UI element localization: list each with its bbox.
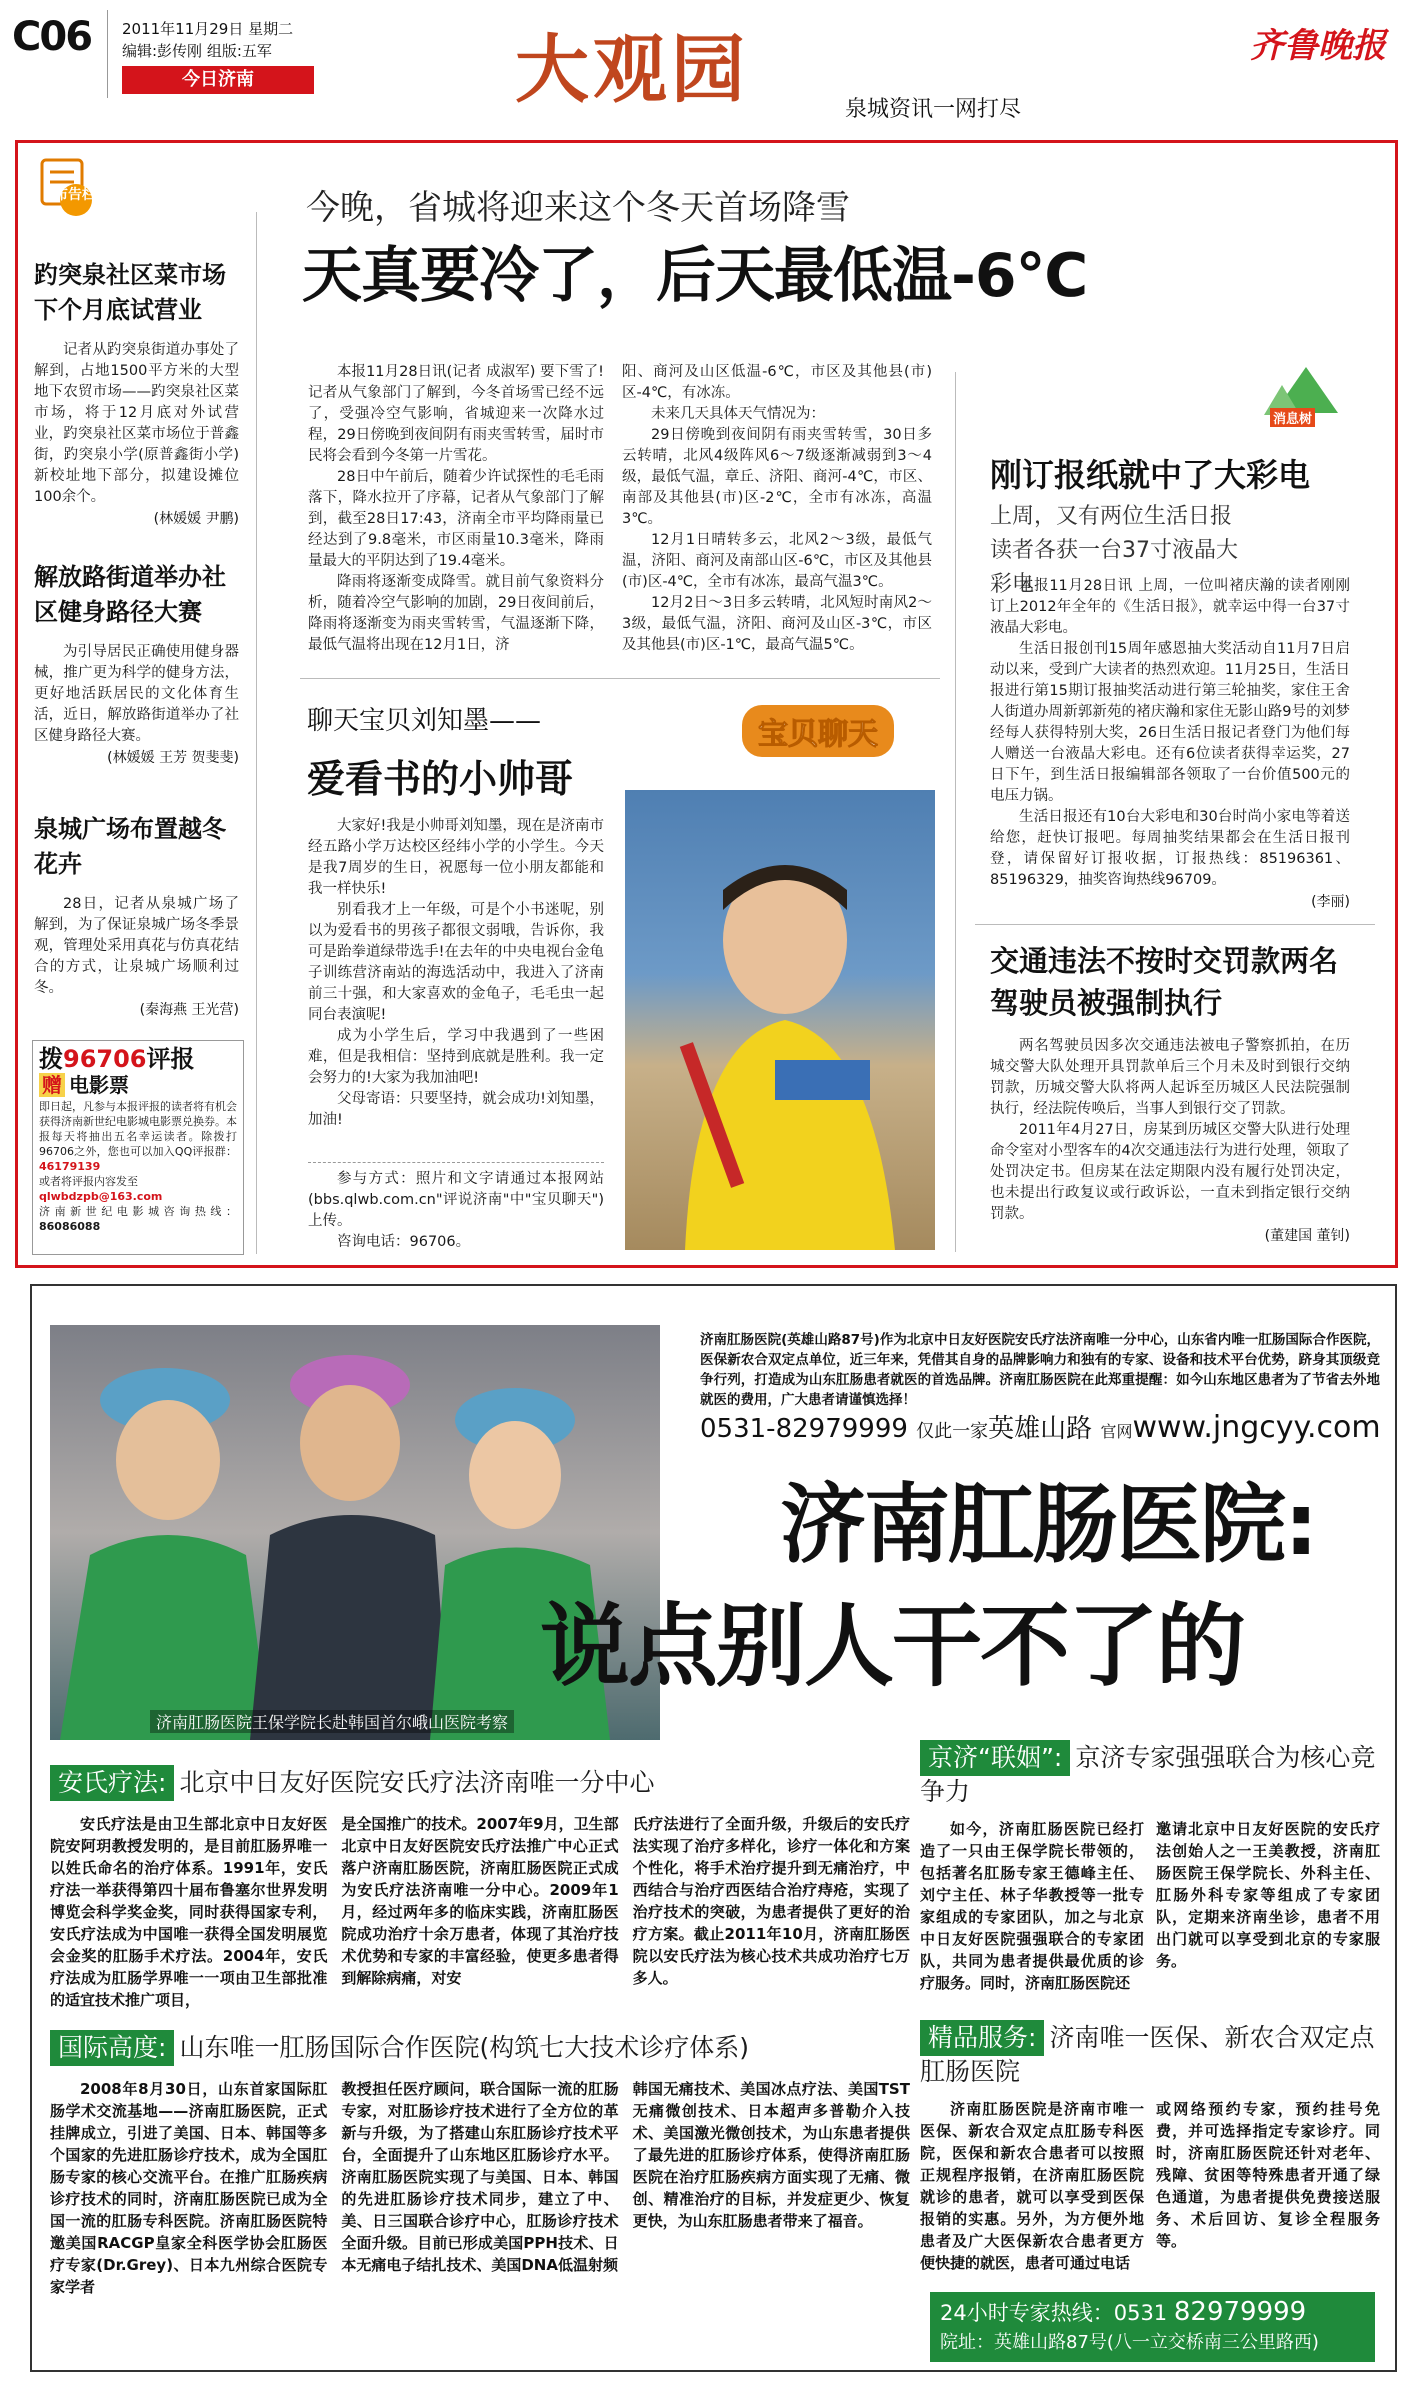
ad-section-service xyxy=(920,2020,1380,2274)
kid-chat-badge: 宝贝聊天 xyxy=(742,705,894,757)
section-column: 韩国无痛技术、美国冰点疗法、美国TST无痛微创技术、日本超声多普勒介入技术、美国激光微创技术，为山东患者提供了最先进的肛肠诊疗体系，使得济南肛肠医院在治疗肛肠疾病方面实现了无痛、微创、精准治疗的目标，并发症更少、恢复更快，为山东肛肠患者带来了福音。 xyxy=(632,2080,910,2230)
section-column: 济南肛肠医院是济南市唯一医保、新农合双定点肛肠专科医院，医保和新农合患者可以按照正规程序报销，在济南肛肠医院就诊的患者，就可以享受到医保报销的实惠。另外，为方便外地患者及广大医保新农合患者更方便快捷的就医，患者可通过电话 xyxy=(920,2100,1144,2272)
ad-intro: 济南肛肠医院(英雄山路87号)作为北京中日友好医院安氏疗法济南唯一分中心，山东省内唯一肛肠国际合作医院，医保新农合双定点单位，近三年来，凭借其自身的品牌影响力和独有的专家、设备和技术平台优势，跻身其顶级竞争行列，打造成为山东肛肠患者就医的首选品牌。济南肛肠医院在此郑重提醒：如今山东地区患者为了节省去外地就医的费用，广大患者请谨慎选择！ xyxy=(700,1332,1380,1408)
column-slogan: 泉城资讯一网打尽 xyxy=(845,97,1022,122)
traffic-credit: (董建国 董钊) xyxy=(1264,1228,1350,1244)
notice-credit: (林媛媛 王芳 贺斐斐) xyxy=(107,750,239,766)
promo-dial: 拨 xyxy=(39,1045,63,1073)
kid-kicker: 聊天宝贝刘知墨—— xyxy=(307,706,542,736)
ad-section-international xyxy=(50,2030,910,2298)
weather-col-1 xyxy=(308,362,604,656)
ad-section-anshi xyxy=(50,1765,910,2011)
promo-body: 即日起，凡参与本报评报的读者将有机会获得济南新世纪电影城电影票兑换券。本报每天将抽出五名幸运读者。除拨打96706之外，您也可以加入QQ评报群： xyxy=(39,1100,237,1158)
weather-para: 12月2日～3日多云转晴，北风短时南风2～3级，最低气温，济阳、商河及山区-3℃，市区及其他县(市)区-1℃，最高气温5℃。 xyxy=(622,595,932,653)
notice-item xyxy=(34,560,239,767)
promo-email[interactable]: qlwbdzpb@163.com xyxy=(39,1190,163,1203)
notice-title: 解放路街道举办社区健身路径大赛 xyxy=(34,563,226,626)
section-tag: 今日济南 xyxy=(122,66,314,94)
section-column: 或网络预约专家，预约挂号免费，并可选择指定专家诊疗。同时，济南肛肠医院还针对老年、残障、贫困等特殊患者开通了绿色通道，为患者提供免费接送服务、术后回访、复诊全程服务等。 xyxy=(1156,2100,1380,2250)
section-label: 安氏疗法: xyxy=(50,1765,174,1801)
ad-site-label: 官网 xyxy=(1100,1422,1133,1441)
traffic-para: 2011年4月27日，房某到历城区交警大队进行处理命令室对小型客车的4次交通违法行为进行处理，领取了处罚决定书。但房某在法定期限内没有履行处罚决定，也未提出行政复议或行政诉讼，一直未到指定银行交纳罚款。 xyxy=(990,1122,1350,1222)
left-column-rule xyxy=(256,212,257,1254)
kid-headline: 爱看书的小帅哥 xyxy=(307,757,574,801)
ad-website[interactable]: www.jngcyy.com xyxy=(1132,1410,1381,1445)
section-column: 邀请北京中日友好医院的安氏疗法创始人之一王美教授，济南肛肠医院王保学院长、外科主任、肛肠外科专家等组成了专家团队，定期来济南坐诊，患者不用出门就可以享受到北京的专家服务。 xyxy=(1156,1820,1380,1970)
lottery-para: 生活日报还有10台大彩电和30台时尚小家电等着送给您，赶快订报吧。每周抽奖结果都会在生活日报刊登，请保留好订报收据，订报热线：85196361、85196329，抽奖咨询热线96709。 xyxy=(990,809,1350,888)
paper-logo: 齐鲁晚报 xyxy=(1250,26,1386,66)
weather-col-2 xyxy=(622,362,932,656)
right-column-rule xyxy=(955,372,956,1252)
kid-para: 成为小学生后，学习中我遇到了一些困难，但是我相信：坚持到底就是胜利。我一定会努力的!大家为我加油吧! xyxy=(308,1028,604,1086)
promo-qq: 46179139 xyxy=(39,1160,101,1173)
promo-footer: 济南新世纪电影城咨询热线： xyxy=(39,1205,237,1218)
section-column: 教授担任医疗顾问，联合国际一流的肛肠专家，对肛肠诊疗技术进行了全方位的革新与升级，为了搭建山东肛肠诊疗技术平台，全面提升了山东地区肛肠诊疗水平。济南肛肠医院实现了与美国、日本、韩国的先进肛肠诊疗技术同步，建立了中、美、日三国联合诊疗中心，肛肠诊疗技术全面升级。目前已形成美国PPH技术、日本无痛电子结扎技术、美国DNA低温射频 xyxy=(341,2080,619,2274)
promo-sub: 电影票 xyxy=(69,1073,129,1097)
weather-para: 本报11月28日讯(记者 成淑军) 要下雪了!记者从气象部门了解到，今冬首场雪已经不远了，受强冷空气影响，省城迎来一次降水过程，29日傍晚到夜间阴有雨夹雪转雪，届时市民将会看到今冬第一片雪花。 xyxy=(308,364,604,464)
section-heading: 济南唯一医保、新农合双定点肛肠医院 xyxy=(920,2023,1375,2086)
promo-email-label: 或者将评报内容发至 xyxy=(39,1175,138,1188)
header-editors: 编辑:彭传刚 组版:五军 xyxy=(122,42,272,60)
ad-section-partnership xyxy=(920,1740,1380,1994)
weather-para: 29日傍晚到夜间阴有雨夹雪转雪，30日多云转晴，北风4级阵风6～7级逐渐减弱到3～4级，最低气温，章丘、济阳、商河-4℃，市区、南部及其他县(市)区-2℃，全市有冰冻，高温3℃。 xyxy=(622,427,932,527)
notice-body: 28日，记者从泉城广场了解到，为了保证泉城广场冬季景观，管理处采用真花与仿真花结合的方式，让泉城广场顺利过冬。 xyxy=(34,896,239,996)
news-tree-badge: 消息树 xyxy=(1270,408,1315,427)
weather-para: 降雨将逐渐变成降雪。就目前气象资料分析，随着冷空气影响的加剧，29日夜间前后，降雨将逐渐变为雨夹雪转雪，气温逐渐下降，最低气温将出现在12月1日，济 xyxy=(308,574,604,653)
ad-headline-1: 济南肛肠医院: xyxy=(780,1475,1317,1575)
kid-note-box xyxy=(308,1162,604,1253)
notice-item xyxy=(34,812,239,1019)
hotline-label: 24小时专家热线：0531 xyxy=(940,2301,1168,2325)
column-title: 大观园 xyxy=(515,27,749,113)
ad-phone: 82979999 xyxy=(775,1414,908,1444)
section-column: 如今，济南肛肠医院已经打造了一只由王保学院长带领的，包括著名肛肠专家王德峰主任、刘宁主任、林子华教授等一批专家组成的专家团队，加之与北京中日友好医院强强联合的专家团队，共同为患者提供最优质的诊疗服务。同时，济南肛肠医院还 xyxy=(920,1820,1144,1992)
section-column: 2008年8月30日，山东首家国际肛肠学术交流基地——济南肛肠医院，正式挂牌成立，引进了美国、日本、韩国等多个国家的先进肛肠诊疗技术，成为全国肛肠专家的核心交流平台。在推广肛肠疾病诊疗技术的同时，济南肛肠医院已成为全国一流的肛肠专科医院。济南肛肠医院特邀美国RACGP皇家全科医学协会肛肠医疗专家(Dr.Grey)、日本九州综合医院专家学者 xyxy=(50,2080,328,2296)
lottery-credit: (李丽) xyxy=(1311,894,1350,910)
promo-tel: 86086088 xyxy=(39,1220,101,1233)
traffic-headline: 交通违法不按时交罚款两名驾驶员被强制执行 xyxy=(990,944,1339,1020)
weather-headline: 天真要冷了，后天最低温-6℃ xyxy=(302,241,1088,311)
hospital-address: 院址：英雄山路87号(八一立交桥南三公里路西) xyxy=(940,2332,1319,2353)
notice-title: 泉城广场布置越冬花卉 xyxy=(34,815,226,878)
lottery-article xyxy=(990,576,1350,911)
lottery-para: 生活日报创刊15周年感恩抽大奖活动自11月7日启动以来，受到广大读者的热烈欢迎。11月25日，生活日报进行第15期订报抽奖活动进行第三轮抽奖，家住王舍人街道办周新郭新苑的褚庆瀚和家住无影山路9号的刘梦经每人获得特别大奖，26日生活日报记者登门为他们每人赠送一台液晶大彩电。还有6位读者获得幸运奖，27日下午，到生活日报编辑部各领取了一台价值500元的电压力锅。 xyxy=(990,641,1350,804)
ad-road: 英雄山路 xyxy=(988,1414,1093,1444)
promo-number: 96706 xyxy=(63,1045,147,1073)
kid-para: 大家好!我是小帅哥刘知墨，现在是济南市经五路小学万达校区经纬小学的小学生。今天是我7周岁的生日，祝愿每一位小朋友都能和我一样快乐! xyxy=(308,818,604,897)
section-column: 是全国推广的技术。2007年9月，卫生部北京中日友好医院安氏疗法推广中心正式落户济南肛肠医院，济南肛肠医院正式成为安氏疗法济南唯一分中心。2009年1月，经过两年多的临床实践，济南肛肠医院成功治疗十余万患者，体现了其治疗技术优势和专家的丰富经验，使更多患者得到解除病痛，对安 xyxy=(341,1815,619,1987)
header-date: 2011年11月29日 星期二 xyxy=(122,20,294,38)
kid-tel: 咨询电话：96706。 xyxy=(337,1234,471,1250)
weather-rule xyxy=(300,678,940,679)
traffic-para: 两名驾驶员因多次交通违法被电子警察抓拍，在历城交警大队处理开具罚款单后三个月未及时到银行交纳罚款，历城交警大队将两人起诉至历城区人民法院强制执行，经法院传唤后，当事人到银行交了罚款。 xyxy=(990,1038,1350,1117)
section-column: 氏疗法进行了全面升级，升级后的安氏疗法实现了治疗多样化，诊疗一体化和方案个性化，将手术治疗提升到无痛治疗，中西结合与治疗西医结合治疗痔疮，实现了治疗技术的突破，为患者提供了更好的治疗方案。截止2011年10月，济南肛肠医院以安氏疗法为核心技术共成功治疗七万多人。 xyxy=(632,1815,910,1987)
promo-logo: 赠 xyxy=(39,1073,65,1097)
traffic-article xyxy=(990,1036,1350,1245)
section-label: 国际高度: xyxy=(50,2030,174,2066)
weather-para: 12月1日晴转多云，北风2～3级，最低气温，济阳、商河及南部山区-6℃，市区及其他县(市)区-4℃，全市有冰冻，最高气温3℃。 xyxy=(622,532,932,590)
kid-para: 父母寄语：只要坚持，就会成功!刘知墨，加油! xyxy=(308,1091,604,1128)
section-column: 安氏疗法是由卫生部北京中日友好医院安阿玥教授发明的，是目前肛肠界唯一以姓氏命名的治疗体系。1991年，安氏疗法一举获得第四十届布鲁塞尔世界发明博览会科学奖金奖，同时获得国家专利，安氏疗法成为中国唯一获得全国发明展览会金奖的肛肠手术疗法。2004年，安氏疗法成为肛肠学界唯一一项由卫生部批准的适宜技术推广项目， xyxy=(50,1815,328,2009)
notice-body: 为引导居民正确使用健身器械，推广更为科学的健身方法，更好地活跃居民的文化体育生活，近日，解放路街道举办了社区健身路径大赛。 xyxy=(34,644,239,744)
lottery-para: 本报11月28日讯 上周，一位叫褚庆瀚的读者刚刚订上2012年全年的《生活日报》，就幸运中得一台37寸液晶大彩电。 xyxy=(990,578,1350,636)
photo-caption: 济南肛肠医院王保学院长赴韩国首尔峨山医院考察 xyxy=(150,1710,514,1733)
promo-title: 评报 xyxy=(146,1045,195,1073)
weather-para: 28日中午前后，随着少许试探性的毛毛雨落下，降水拉开了序幕，记者从气象部门了解到，截至28日17:43，济南全市平均降雨量已经达到了9.8毫米，市区雨量10.3毫米，降雨量最大的平阴达到了19.4毫米。 xyxy=(308,469,604,569)
section-heading: 京济专家强强联合为核心竞争力 xyxy=(920,1743,1376,1806)
ad-contact-line xyxy=(700,1408,1381,1445)
ad-hotline-box xyxy=(930,2292,1375,2362)
section-heading: 北京中日友好医院安氏疗法济南唯一分中心 xyxy=(179,1768,655,1797)
ad-only-one: 仅此一家 xyxy=(916,1421,989,1442)
movie-ticket-promo xyxy=(32,1040,244,1255)
notice-board-badge: 布告栏 xyxy=(54,187,96,203)
notice-title: 趵突泉社区菜市场下个月底试营业 xyxy=(34,261,226,324)
notice-item xyxy=(34,258,239,528)
lottery-subhead: 上周，又有两位生活日报读者各获一台37寸液晶大彩电 xyxy=(990,504,1238,597)
notice-credit: (林媛媛 尹鹏) xyxy=(153,511,239,527)
section-heading: 山东唯一肛肠国际合作医院(构筑七大技术诊疗体系) xyxy=(179,2033,750,2062)
lottery-rule xyxy=(975,924,1375,925)
weather-para: 未来几天具体天气情况为： xyxy=(651,406,825,422)
weather-para: 阳、商河及山区低温-6℃，市区及其他县(市)区-4℃，有冰冻。 xyxy=(622,364,932,401)
header-divider xyxy=(107,10,108,98)
ad-phone-prefix: 0531- xyxy=(700,1414,776,1444)
kid-note: 参与方式：照片和文字请通过本报网站(bbs.qlwb.com.cn"评说济南"中"宝贝聊天")上传。 xyxy=(308,1171,604,1229)
lottery-headline: 刚订报纸就中了大彩电 xyxy=(990,456,1311,494)
notice-credit: (秦海燕 王光营) xyxy=(139,1002,239,1018)
ad-headline-2: 说点别人干不了的 xyxy=(540,1594,1244,1699)
notice-body: 记者从趵突泉街道办事处了解到，占地1500平方米的大型地下农贸市场——趵突泉社区菜市场，将于12月底对外试营业，趵突泉社区菜市场位于普鑫街，趵突泉小学(原普鑫街小学)新校址地下部分，拟建设摊位100余个。 xyxy=(34,342,239,505)
weather-kicker: 今晚，省城将迎来这个冬天首场降雪 xyxy=(306,188,850,228)
hotline-number: 82979999 xyxy=(1173,2297,1307,2327)
section-label: 精品服务: xyxy=(920,2020,1044,2056)
kid-article xyxy=(308,816,604,1131)
section-label: 京济“联姻”: xyxy=(920,1740,1070,1776)
page-number: C06 xyxy=(12,14,92,60)
kid-para: 别看我才上一年级，可是个小书迷呢，别以为爱看书的男孩子都很文弱哦，告诉你，我可是跆拳道绿带选手!在去年的中央电视台金龟子训练营济南站的海选活动中，我进入了济南前三十强，和大家喜欢的金龟子，毛毛虫一起同台表演呢! xyxy=(308,902,604,1023)
kid-photo xyxy=(625,790,935,1250)
